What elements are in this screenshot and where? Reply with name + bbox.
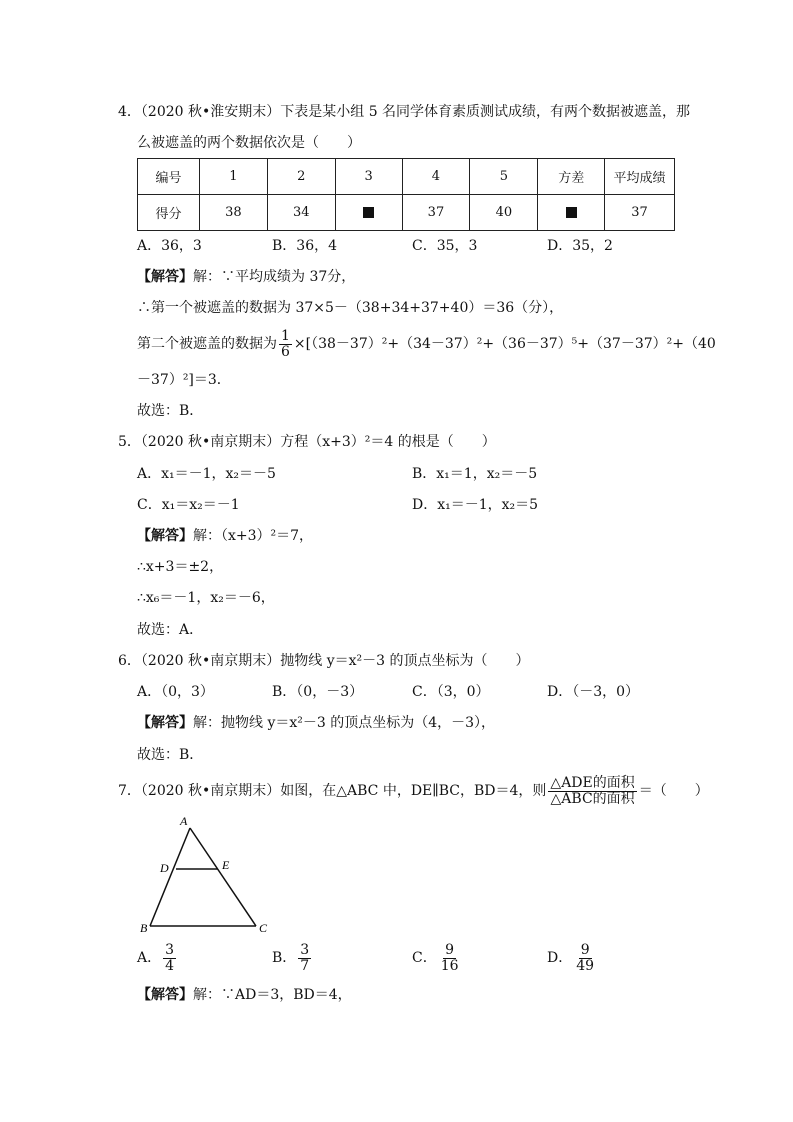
- q4-solution-line1: [137, 267, 355, 287]
- side-ab: [150, 828, 190, 926]
- table-cell-covered: [538, 195, 605, 231]
- answer-tag: 【解答】: [137, 715, 193, 731]
- vertex-label-d: D: [160, 861, 169, 875]
- table-cell: 方差: [538, 159, 605, 195]
- table-cell: 37: [605, 195, 675, 231]
- q4-option-c: C．35，3: [412, 238, 478, 254]
- side-ac: [190, 828, 256, 926]
- vertex-label-e: E: [222, 858, 230, 872]
- q7-option-a: [137, 940, 178, 976]
- table-cell: 平均成绩: [605, 159, 675, 195]
- q5-stem: 5．（2020 秋•南京期末）方程（x+3）²＝4 的根是（ ）: [118, 434, 496, 450]
- fraction-numerator: △ADE的面积: [550, 774, 635, 791]
- table-cell: 3: [335, 159, 402, 195]
- fraction-denominator: 7: [300, 957, 310, 974]
- fraction-numerator: 3: [300, 941, 310, 958]
- q7-stem: [118, 774, 709, 808]
- table-cell: 5: [470, 159, 538, 195]
- vertex-label-a: A: [180, 814, 188, 828]
- q5-option-d: D．x₁＝－1，x₂＝5: [412, 497, 539, 513]
- table-cell: 40: [470, 195, 538, 231]
- q4-sol3-pre: 第二个被遮盖的数据为: [137, 336, 277, 352]
- table-cell: 编号: [138, 159, 200, 195]
- table-cell: 2: [267, 159, 335, 195]
- q6-solution-line1: [137, 713, 495, 733]
- table-cell: 37: [402, 195, 470, 231]
- q7-stem-pre: 7．（2020 秋•南京期末）如图，在△ABC 中，DE∥BC，BD＝4，则: [118, 783, 547, 799]
- q6-choice: 故选：B．: [137, 747, 204, 763]
- q7-option-d: [547, 940, 598, 976]
- q4-option-b: B．36，4: [272, 238, 338, 254]
- triangle-figure: [130, 812, 280, 937]
- q7-stem-post: ＝（ ）: [638, 783, 709, 799]
- answer-tag: 【解答】: [137, 269, 193, 285]
- table-row: [138, 159, 675, 195]
- table-cell: 34: [267, 195, 335, 231]
- fraction: [439, 943, 461, 974]
- option-letter: D．: [547, 950, 573, 966]
- q5-option-c: C．x₁＝x₂＝－1: [137, 497, 240, 513]
- black-square-icon: [566, 207, 577, 218]
- q5-choice: 故选：A．: [137, 622, 204, 638]
- q7-option-c: [412, 940, 463, 976]
- answer-tag: 【解答】: [137, 528, 193, 544]
- q6-sol1: 解：抛物线 y＝x²－3 的顶点坐标为（4，－3），: [193, 715, 496, 731]
- q4-option-a: A．36，3: [137, 238, 202, 254]
- q6-stem: 6．（2020 秋•南京期末）抛物线 y＝x²－3 的顶点坐标为（ ）: [118, 653, 530, 669]
- fraction-numerator: 1: [281, 327, 290, 344]
- answer-tag: 【解答】: [137, 987, 193, 1003]
- fraction: [574, 943, 596, 974]
- q7-option-b: [272, 940, 313, 976]
- fraction: [548, 776, 636, 807]
- q4-solution-line3: [137, 327, 716, 361]
- fraction-denominator: 6: [281, 343, 290, 360]
- fraction: [163, 943, 176, 974]
- q5-solution-line3: ∴x₆＝－1，x₂＝－6，: [137, 590, 275, 606]
- q4-solution-line2: ∴第一个被遮盖的数据为 37×5－（38+34+37+40）＝36（分），: [137, 300, 564, 316]
- black-square-icon: [363, 207, 374, 218]
- fraction-denominator: △ABC的面积: [550, 790, 635, 807]
- q4-score-table: [137, 158, 675, 231]
- table-cell: 38: [199, 195, 267, 231]
- q7-solution-line1: [137, 985, 352, 1005]
- q5-sol1: 解：（x+3）²＝7，: [193, 528, 314, 544]
- q4-sol3-post: ×[（38－37）²+（34－37）²+（36－37）⁵+（37－37）²+（40: [293, 336, 716, 352]
- fraction-numerator: 9: [445, 941, 455, 958]
- vertex-label-b: B: [140, 921, 148, 935]
- table-row: [138, 195, 675, 231]
- fraction-numerator: 3: [165, 941, 175, 958]
- q4-option-d: D．35，2: [547, 238, 613, 254]
- q6-option-d: D．（－3，0）: [547, 684, 640, 700]
- q5-option-a: A．x₁＝－1，x₂＝－5: [137, 466, 276, 482]
- q4-stem-line1: 4．（2020 秋•淮安期末）下表是某小组 5 名同学体育素质测试成绩，有两个数据被遮盖，那: [118, 104, 691, 120]
- table-cell: 4: [402, 159, 470, 195]
- q5-solution-line2: ∴x+3＝±2，: [137, 559, 224, 575]
- q5-option-b: B．x₁＝1，x₂＝－5: [412, 466, 538, 482]
- q5-solution-line1: [137, 526, 313, 546]
- q4-choice: 故选：B．: [137, 403, 204, 419]
- vertex-label-c: C: [259, 921, 268, 935]
- q6-option-b: B．（0，－3）: [272, 684, 364, 700]
- q4-solution-line4: －37）²]＝3．: [137, 372, 231, 388]
- fraction-denominator: 49: [576, 957, 595, 974]
- table-cell: 1: [199, 159, 267, 195]
- q6-option-a: A．（0，3）: [137, 684, 214, 700]
- fraction-denominator: 16: [440, 957, 459, 974]
- option-letter: C．: [412, 950, 437, 966]
- q4-sol1: 解：∵平均成绩为 37分，: [193, 269, 356, 285]
- q7-sol1: 解：∵AD＝3，BD＝4，: [193, 987, 352, 1003]
- table-cell: 得分: [138, 195, 200, 231]
- option-letter: B．: [272, 950, 297, 966]
- q6-option-c: C．（3，0）: [412, 684, 490, 700]
- fraction: [298, 943, 311, 974]
- q4-stem-line2: 么被遮盖的两个数据依次是（ ）: [137, 135, 361, 151]
- fraction: [279, 329, 292, 360]
- fraction-denominator: 4: [165, 957, 175, 974]
- fraction-numerator: 9: [580, 941, 590, 958]
- option-letter: A．: [137, 950, 162, 966]
- table-cell-covered: [335, 195, 402, 231]
